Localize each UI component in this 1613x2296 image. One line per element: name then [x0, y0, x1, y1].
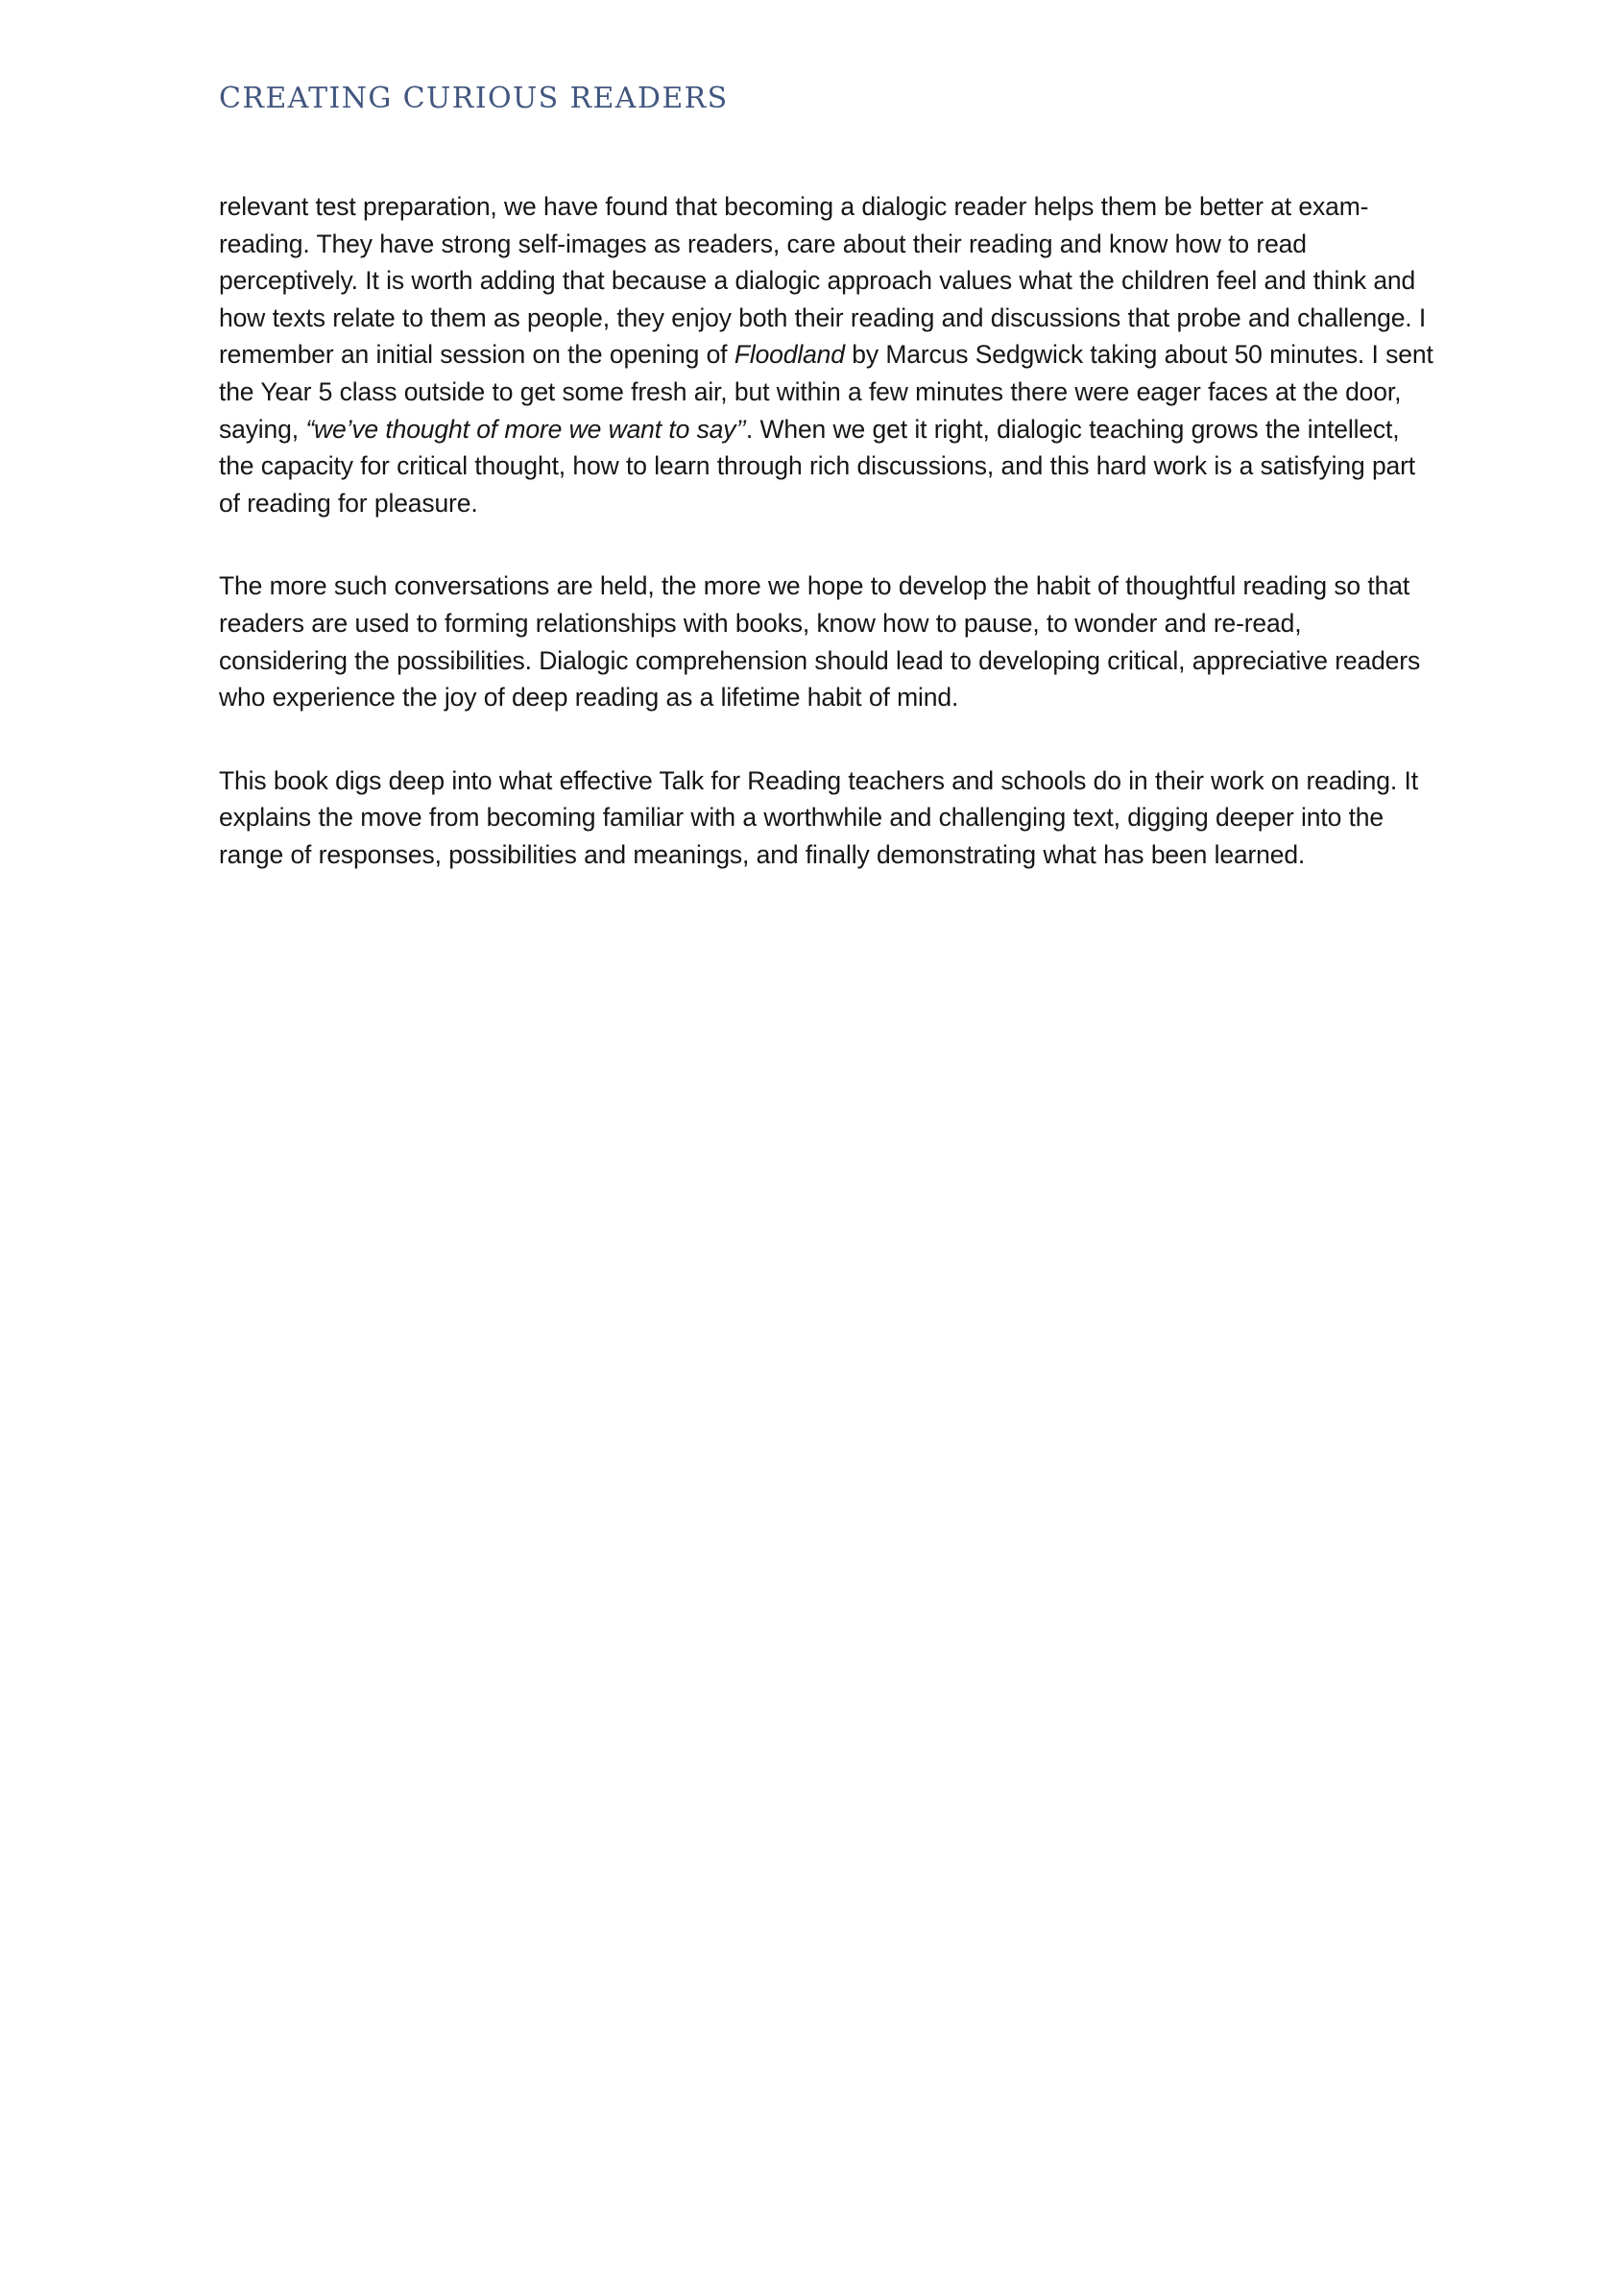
paragraph-3: [219, 762, 1436, 874]
paragraph-1: [219, 188, 1436, 521]
paragraph-2-text-0: The more such conversations are held, the more we hope to develop the habit of thoughtful reading so that readers are used to forming relationships with books, know how to pause, to wonder and re-read, considering the possibilities. Dialogic comprehension should lead to developing critical, appreciative readers who experience the joy of deep reading as a lifetime habit of mind.: [219, 571, 1421, 713]
paragraph-1-text-2: by Marcus Sedgwick taking about 50 minutes. I sent the Year 5 class outside to get some fresh air, but within a few minutes there were eager faces at the door, saying,: [219, 340, 1433, 444]
body-text-column: [219, 188, 1436, 874]
paragraph-1-italic-3: “we’ve thought of more we want to say’’: [305, 414, 746, 444]
paragraph-1-text-0: relevant test preparation, we have found that becoming a dialogic reader helps them be better at exam-reading. They have strong self-images as readers, care about their reading and know how to read perceptively. It is worth adding that because a dialogic approach values what the children feel and think and how texts relate to them as people, they enjoy both their reading and discussions that probe and challenge. I remember an initial session on the opening of: [219, 192, 1427, 370]
paragraph-2: [219, 568, 1436, 715]
running-header-title: CREATING CURIOUS READERS: [219, 82, 729, 115]
paragraph-3-text-0: This book digs deep into what effective Talk for Reading teachers and schools do in their work on reading. It explains the move from becoming familiar with a worthwhile and challenging text, digging deeper into the range of responses, possibilities and meanings, and finally demonstrating what has been learned.: [219, 765, 1418, 869]
paragraph-1-italic-1: Floodland: [734, 340, 845, 370]
paragraph-1-text-4: . When we get it right, dialogic teaching grows the intellect, the capacity for critical thought, how to learn through rich discussions, and this hard work is a satisfying part of reading for pleasure.: [219, 414, 1416, 518]
